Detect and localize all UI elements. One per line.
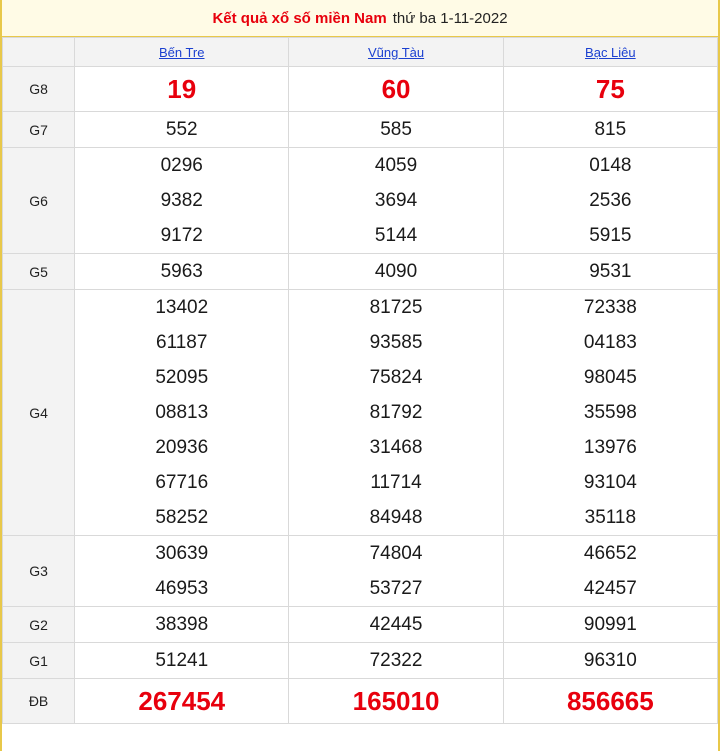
number: 81725 bbox=[369, 297, 423, 318]
number: 42457 bbox=[583, 578, 637, 599]
number: 38398 bbox=[155, 614, 209, 635]
number: 2536 bbox=[589, 190, 632, 211]
number: 93585 bbox=[369, 332, 423, 353]
prize-label-g6: G6 bbox=[3, 148, 75, 254]
province-link-vung-tau[interactable]: Vũng Tàu bbox=[367, 44, 425, 60]
prize-cell-g3-0 bbox=[75, 536, 289, 607]
prize-cell-g2-1 bbox=[289, 607, 503, 643]
page-title-bar bbox=[2, 0, 718, 37]
prize-label-g7: G7 bbox=[3, 112, 75, 148]
prize-cell-g3-2 bbox=[503, 536, 717, 607]
table-row bbox=[3, 290, 718, 536]
number: 0148 bbox=[589, 155, 632, 176]
number: 75 bbox=[595, 74, 625, 104]
number: 52095 bbox=[155, 367, 209, 388]
prize-cell-g5-0 bbox=[75, 254, 289, 290]
prize-cell-g7-1 bbox=[289, 112, 503, 148]
prize-cell-db-1 bbox=[289, 679, 503, 724]
prize-cell-g6-2 bbox=[503, 148, 717, 254]
prize-cell-g6-0 bbox=[75, 148, 289, 254]
number: 4059 bbox=[374, 155, 418, 176]
number: 98045 bbox=[583, 367, 637, 388]
prize-cell-g4-1 bbox=[289, 290, 503, 536]
prize-cell-g4-2 bbox=[503, 290, 717, 536]
number: 81792 bbox=[369, 402, 423, 423]
number: 856665 bbox=[566, 686, 654, 716]
page-title-date: thứ ba 1-11-2022 bbox=[392, 9, 508, 27]
number: 61187 bbox=[156, 332, 208, 353]
prize-cell-g4-0 bbox=[75, 290, 289, 536]
table-header bbox=[3, 38, 718, 67]
prize-cell-g2-0 bbox=[75, 607, 289, 643]
number: 08813 bbox=[155, 402, 209, 423]
number: 30639 bbox=[155, 543, 209, 564]
number: 585 bbox=[380, 119, 412, 140]
number: 4090 bbox=[374, 261, 418, 282]
number: 5144 bbox=[374, 225, 418, 246]
prize-cell-g2-2 bbox=[503, 607, 717, 643]
table-row bbox=[3, 67, 718, 112]
prize-cell-g3-1 bbox=[289, 536, 503, 607]
table-corner-cell bbox=[3, 38, 75, 67]
results-table bbox=[2, 37, 718, 724]
prize-label-g4: G4 bbox=[3, 290, 75, 536]
number: 9382 bbox=[160, 190, 203, 211]
table-row bbox=[3, 536, 718, 607]
number: 35118 bbox=[584, 507, 637, 528]
prize-label-g2: G2 bbox=[3, 607, 75, 643]
number: 72338 bbox=[583, 297, 637, 318]
table-row bbox=[3, 679, 718, 724]
prize-label-g1: G1 bbox=[3, 643, 75, 679]
province-header-0 bbox=[75, 38, 289, 67]
number: 815 bbox=[594, 119, 627, 140]
number: 20936 bbox=[155, 437, 209, 458]
table-row bbox=[3, 148, 718, 254]
number: 0296 bbox=[160, 155, 203, 176]
number: 96310 bbox=[583, 650, 637, 671]
number: 90991 bbox=[583, 614, 637, 635]
number: 19 bbox=[167, 74, 197, 104]
number: 165010 bbox=[352, 686, 440, 716]
prize-cell-g8-0 bbox=[75, 67, 289, 112]
number: 11714 bbox=[370, 472, 422, 493]
number: 42445 bbox=[369, 614, 423, 635]
number: 72322 bbox=[369, 650, 423, 671]
prize-cell-g8-1 bbox=[289, 67, 503, 112]
prize-cell-g8-2 bbox=[503, 67, 717, 112]
number: 267454 bbox=[138, 686, 226, 716]
number: 9172 bbox=[160, 225, 203, 246]
number: 84948 bbox=[369, 507, 423, 528]
province-link-ben-tre[interactable]: Bến Tre bbox=[158, 44, 205, 60]
table-row bbox=[3, 643, 718, 679]
province-header-1 bbox=[289, 38, 503, 67]
prize-cell-g5-2 bbox=[503, 254, 717, 290]
number: 58252 bbox=[155, 507, 209, 528]
number: 75824 bbox=[369, 367, 423, 388]
number: 51241 bbox=[155, 650, 209, 671]
number: 74804 bbox=[369, 543, 423, 564]
prize-cell-g7-0 bbox=[75, 112, 289, 148]
prize-cell-g5-1 bbox=[289, 254, 503, 290]
number: 46953 bbox=[155, 578, 209, 599]
prize-cell-db-2 bbox=[503, 679, 717, 724]
number: 67716 bbox=[155, 472, 209, 493]
prize-cell-g1-0 bbox=[75, 643, 289, 679]
number: 53727 bbox=[369, 578, 423, 599]
table-row bbox=[3, 112, 718, 148]
prize-label-g8: G8 bbox=[3, 67, 75, 112]
number: 04183 bbox=[583, 332, 637, 353]
prize-label-db: ĐB bbox=[3, 679, 75, 724]
page-title: Kết quả xổ số miền Nam bbox=[212, 9, 387, 27]
province-link-bac-lieu[interactable]: Bạc Liêu bbox=[585, 44, 636, 60]
number: 9531 bbox=[589, 261, 632, 282]
number: 13976 bbox=[583, 437, 637, 458]
number: 35598 bbox=[583, 402, 637, 423]
table-row bbox=[3, 254, 718, 290]
table-body bbox=[3, 67, 718, 724]
prize-label-g5: G5 bbox=[3, 254, 75, 290]
prize-label-g3: G3 bbox=[3, 536, 75, 607]
number: 13402 bbox=[155, 297, 209, 318]
number: 93104 bbox=[583, 472, 637, 493]
table-header-row bbox=[3, 38, 718, 67]
number: 5963 bbox=[160, 261, 203, 282]
number: 552 bbox=[165, 119, 198, 140]
number: 3694 bbox=[374, 190, 418, 211]
prize-cell-g6-1 bbox=[289, 148, 503, 254]
prize-cell-g1-1 bbox=[289, 643, 503, 679]
number: 5915 bbox=[589, 225, 632, 246]
number: 60 bbox=[381, 74, 411, 104]
prize-cell-db-0 bbox=[75, 679, 289, 724]
prize-cell-g7-2 bbox=[503, 112, 717, 148]
table-row bbox=[3, 607, 718, 643]
prize-cell-g1-2 bbox=[503, 643, 717, 679]
province-header-2 bbox=[503, 38, 717, 67]
number: 31468 bbox=[369, 437, 423, 458]
number: 46652 bbox=[583, 543, 637, 564]
